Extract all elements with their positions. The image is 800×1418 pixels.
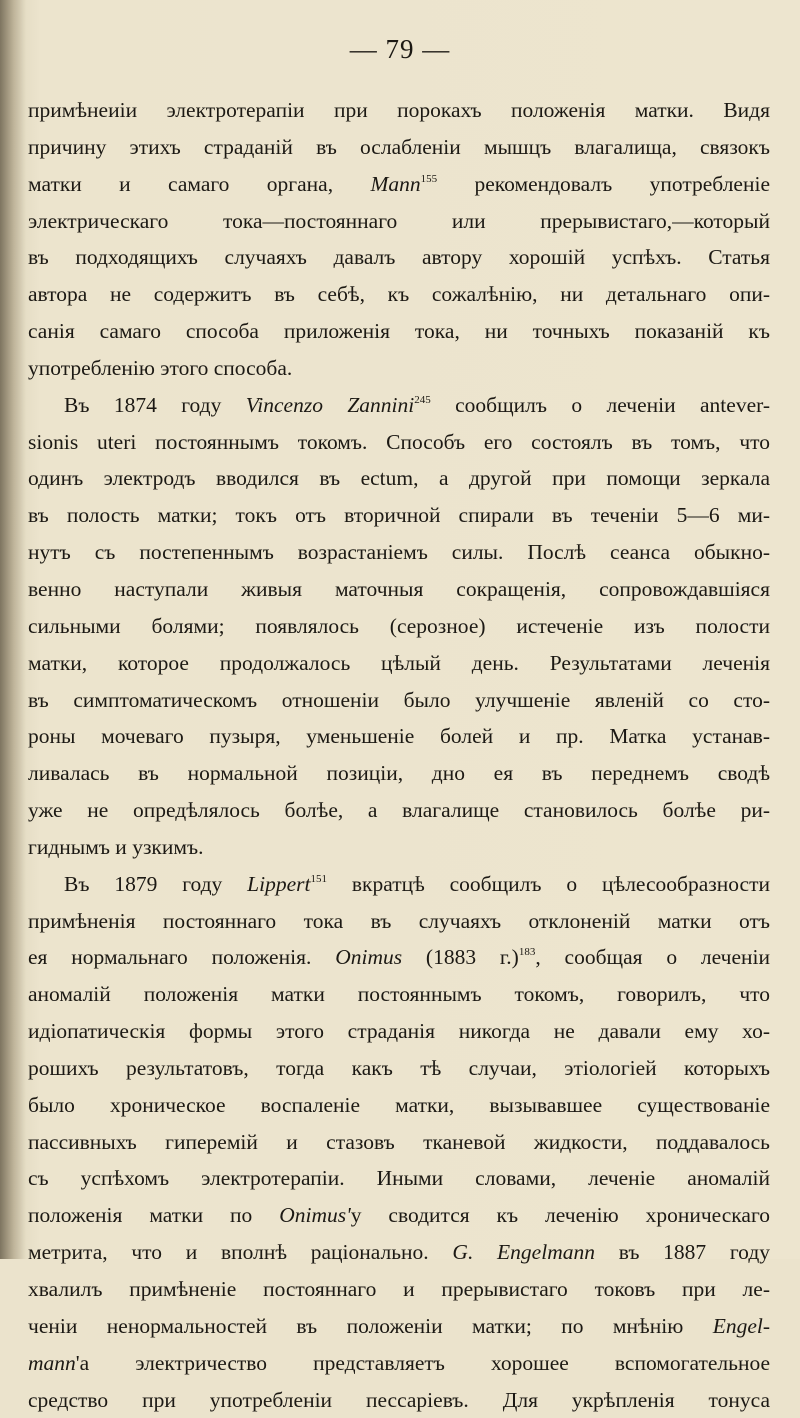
text-line (28, 1124, 770, 1161)
text-run: электрическаго тока—постояннаго или прерывистаго,—который (28, 208, 770, 233)
text-run: средство при употребленіи пессаріевъ. Для укрѣпленія тонуса (28, 1387, 770, 1412)
text-line (28, 976, 770, 1013)
text-run: было хроническое воспаленіе матки, вызывавшее существованіе (28, 1092, 770, 1117)
text-line (28, 203, 770, 240)
text-run: ченіи ненормальностей въ положеніи матки; по мнѣнію (28, 1313, 713, 1338)
text-line (28, 1308, 770, 1345)
text-line (28, 460, 770, 497)
text-line (28, 682, 770, 719)
text-run: гиднымъ и узкимъ. (28, 834, 204, 859)
text-line (28, 497, 770, 534)
text-line (28, 755, 770, 792)
text-line (28, 166, 770, 203)
text-run: въ симптоматическомъ отношеніи было улучшеніе явленій со сто- (28, 687, 770, 712)
text-line (28, 571, 770, 608)
text-line (28, 350, 770, 387)
author-name: mann (28, 1350, 76, 1375)
text-run: санія самаго способа приложенія тока, ни точныхъ показаній къ (28, 319, 770, 344)
footnote-reference: 155 (420, 172, 438, 185)
text-line (28, 92, 770, 129)
text-line (28, 792, 770, 829)
text-run: у сводится къ леченію хроническаго (350, 1203, 770, 1228)
text-run: примѣнеиіи электротерапіи при порокахъ положенія матки. Видя (28, 98, 770, 122)
text-run: Въ 1879 году (64, 871, 248, 896)
text-run: употребленію этого способа. (28, 355, 293, 380)
text-line (28, 276, 770, 313)
text-line (28, 939, 770, 976)
text-line (28, 903, 770, 940)
text-run: Въ 1874 году (64, 392, 246, 417)
text-line (28, 1087, 770, 1124)
text-run: примѣненія постояннаго тока въ случаяхъ отклоненій матки отъ (28, 908, 770, 933)
text-run: ея нормальнаго положенія. (28, 945, 336, 970)
footnote-reference: 183 (518, 946, 536, 959)
text-line (28, 1050, 770, 1087)
text-run: въ полость матки; токъ отъ вторичной спирали въ теченіи 5—6 ми- (28, 503, 770, 528)
text-line (28, 866, 770, 903)
text-line (28, 424, 770, 461)
text-run: сообщилъ о леченіи antever- (430, 392, 770, 417)
author-name: Vincenzo Zannini (245, 392, 415, 417)
author-name: Onimus (335, 945, 403, 970)
text-line (28, 1197, 770, 1234)
text-run: (1883 г.) (402, 945, 519, 970)
text-run: автора не содержитъ въ себѣ, къ сожалѣнію, ни детальнаго опи- (28, 282, 770, 307)
text-line (28, 1345, 770, 1382)
text-line (28, 829, 770, 866)
text-line (28, 1382, 770, 1418)
author-name: Onimus' (279, 1203, 351, 1228)
text-run: причину этихъ страданій въ ослабленіи мышцъ влагалища, связокъ (28, 134, 770, 159)
text-line (28, 645, 770, 682)
text-line (28, 313, 770, 350)
text-run: аномалій положенія матки постояннымъ токомъ, говорилъ, что (28, 982, 770, 1007)
text-line (28, 1013, 770, 1050)
text-run: матки, которое продолжалось цѣлый день. Результатами леченія (28, 650, 770, 675)
text-line (28, 1160, 770, 1197)
footnote-reference: 245 (414, 393, 431, 406)
author-name: Lippert (247, 871, 311, 896)
text-line (28, 1234, 770, 1271)
text-run: роны мочеваго пузыря, уменьшеніе болей и пр. Матка устанав- (28, 724, 770, 749)
text-run: венно наступали живыя маточныя сокращенія, сопровождавшіяся (28, 576, 770, 601)
author-name: G. Engelmann (452, 1240, 595, 1265)
text-run: метрита, что и вполнѣ раціонально. (28, 1240, 453, 1265)
text-line (28, 387, 770, 424)
text-run: матки и самаго органа, (28, 171, 371, 196)
text-run: одинъ электродъ вводился въ ectum, а другой при помощи зеркала (28, 466, 770, 491)
text-line (28, 1271, 770, 1308)
text-line (28, 129, 770, 166)
text-run: идіопатическія формы этого страданія никогда не давали ему хо- (28, 1019, 770, 1044)
footnote-reference: 151 (310, 872, 327, 885)
body-text (28, 92, 770, 1418)
text-run: въ 1887 году (594, 1240, 770, 1265)
page-gutter-shadow (0, 0, 26, 1259)
text-run: нутъ съ постепеннымъ возрастаніемъ силы. Послѣ сеанса обыкно- (28, 540, 770, 565)
text-line (28, 239, 770, 276)
text-run: вкратцѣ сообщилъ о цѣлесообразности (327, 871, 770, 896)
text-run: положенія матки по (28, 1203, 280, 1228)
text-run: съ успѣхомъ электротерапіи. Иными словами, леченіе аномалій (28, 1166, 770, 1191)
text-run: пассивныхъ гиперемій и стазовъ тканевой жидкости, поддавалось (28, 1129, 770, 1154)
text-line (28, 608, 770, 645)
page-number: — 79 — (349, 34, 451, 64)
author-name: Engel- (712, 1313, 770, 1338)
text-run: сильными болями; появлялось (серозное) истеченіе изъ полости (28, 613, 770, 638)
text-run: , сообщая о леченіи (535, 945, 770, 970)
text-run: въ подходящихъ случаяхъ давалъ автору хорошій успѣхъ. Статья (28, 245, 770, 270)
text-run: рошихъ результатовъ, тогда какъ тѣ случаи, этіологіей которыхъ (28, 1055, 770, 1080)
author-name: Mann (370, 171, 421, 196)
text-run: 'а электричество представляетъ хорошее вспомогательное (75, 1350, 770, 1375)
text-run: уже не опредѣлялось болѣе, а влагалище становилось болѣе ри- (28, 798, 770, 823)
text-run: sionis uteri постояннымъ токомъ. Способъ его состоялъ въ томъ, что (28, 429, 770, 454)
text-run: рекомендовалъ употребленіе (437, 171, 770, 196)
text-run: хвалилъ примѣненіе постояннаго и прерывистаго токовъ при ле- (28, 1277, 770, 1301)
text-run: ливалась въ нормальной позиціи, дно ея въ переднемъ сводѣ (28, 761, 770, 786)
text-line (28, 534, 770, 571)
text-line (28, 718, 770, 755)
